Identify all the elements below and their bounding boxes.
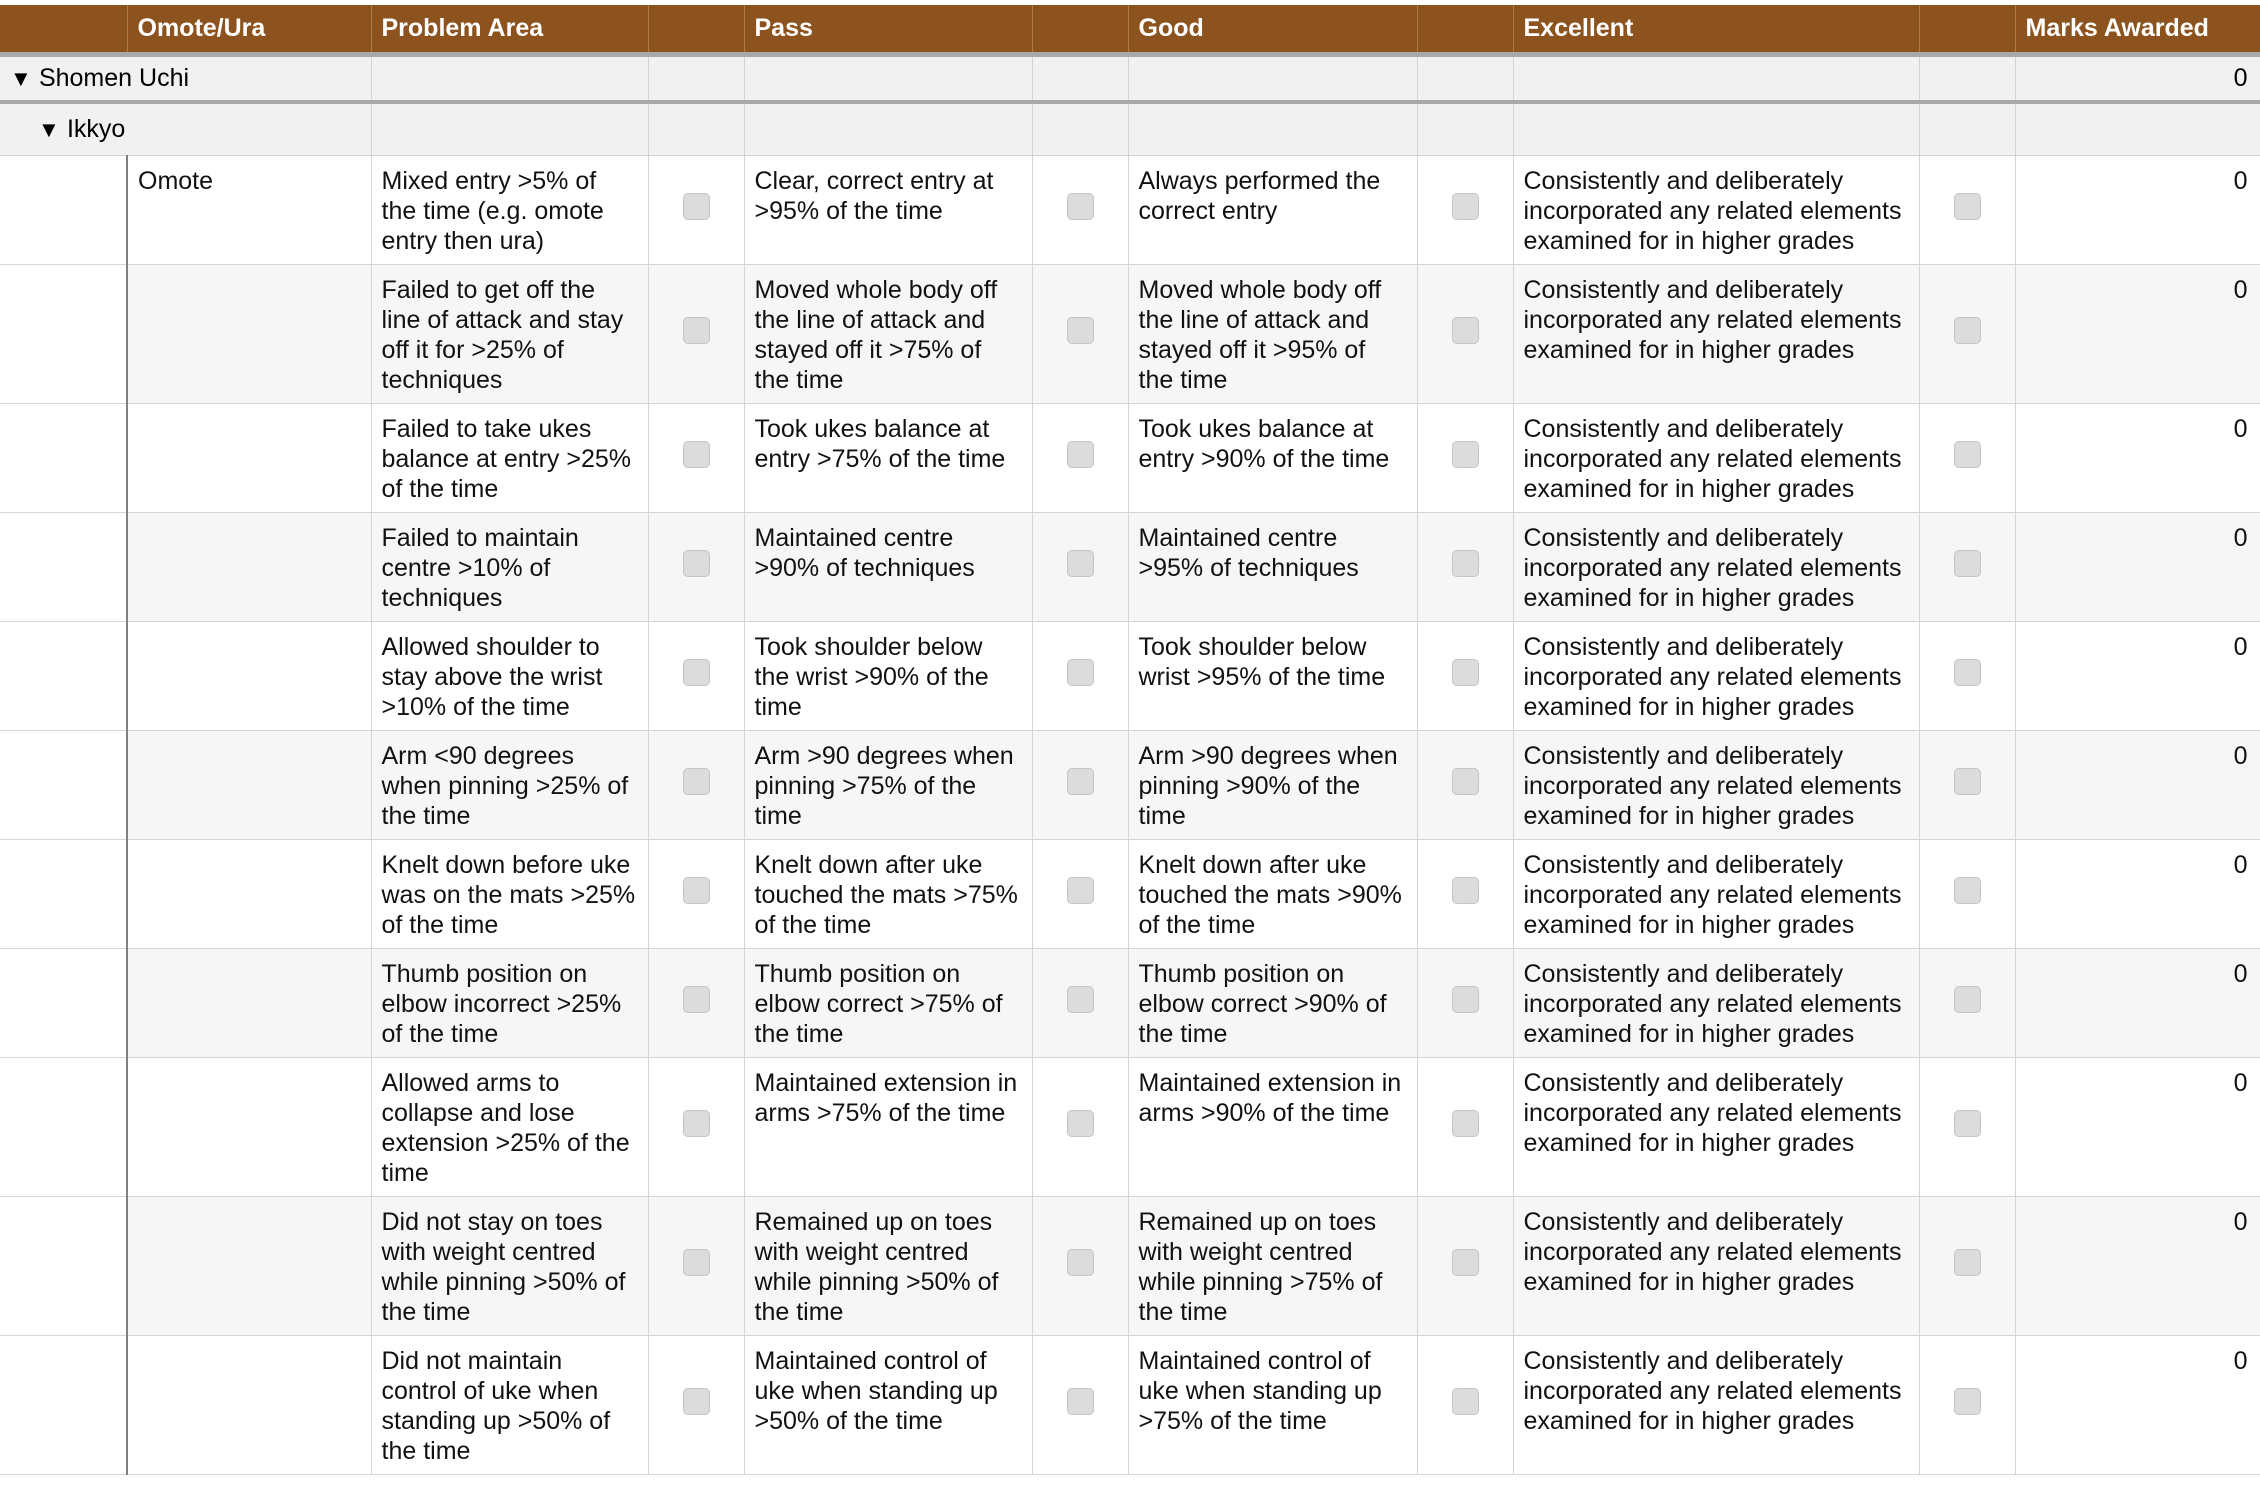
- group-row-ikkyo: [0, 102, 2260, 155]
- pass-cell[interactable]: Moved whole body off the line of attack and stayed off it >75% of the time: [744, 264, 1032, 403]
- pass-cell[interactable]: Clear, correct entry at >95% of the time: [744, 155, 1032, 264]
- checkbox[interactable]: [1452, 441, 1479, 468]
- checkbox[interactable]: [1954, 659, 1981, 686]
- checkbox[interactable]: [1067, 1388, 1094, 1415]
- good-checkbox[interactable]: [1417, 512, 1513, 621]
- omote-ura-cell[interactable]: [127, 264, 371, 403]
- problem-checkbox[interactable]: [648, 1335, 744, 1474]
- header-cell-blank[interactable]: [1919, 5, 2015, 54]
- marks-awarded-cell[interactable]: 0: [2015, 264, 2260, 403]
- excellent-checkbox[interactable]: [1919, 264, 2015, 403]
- table-row: [0, 1196, 2260, 1335]
- checkbox[interactable]: [683, 768, 710, 795]
- excellent-checkbox[interactable]: [1919, 403, 2015, 512]
- checkbox[interactable]: [1954, 1110, 1981, 1137]
- pass-cell[interactable]: Arm >90 degrees when pinning >75% of the time: [744, 730, 1032, 839]
- checkbox[interactable]: [683, 441, 710, 468]
- pass-checkbox[interactable]: [1032, 621, 1128, 730]
- problem-area-cell[interactable]: Failed to take ukes balance at entry >25% of the time: [371, 403, 648, 512]
- header-cell-blank[interactable]: [0, 5, 127, 54]
- checkbox[interactable]: [683, 193, 710, 220]
- checkbox[interactable]: [1067, 550, 1094, 577]
- omote-ura-cell[interactable]: [127, 621, 371, 730]
- problem-checkbox[interactable]: [648, 403, 744, 512]
- good-checkbox[interactable]: [1417, 1057, 1513, 1196]
- table-row: [0, 155, 2260, 264]
- checkbox[interactable]: [1067, 1249, 1094, 1276]
- group-cell: [648, 54, 744, 102]
- pass-cell[interactable]: Knelt down after uke touched the mats >75% of the time: [744, 839, 1032, 948]
- group-cell: [744, 54, 1032, 102]
- group-cell: [371, 54, 648, 102]
- good-cell[interactable]: Moved whole body off the line of attack and stayed off it >95% of the time: [1128, 264, 1417, 403]
- marks-awarded-cell[interactable]: 0: [2015, 403, 2260, 512]
- marks-awarded-cell[interactable]: 0: [2015, 1196, 2260, 1335]
- good-checkbox[interactable]: [1417, 730, 1513, 839]
- disclosure-triangle-icon[interactable]: ▼: [38, 116, 60, 142]
- marks-awarded-cell[interactable]: 0: [2015, 1335, 2260, 1474]
- header-row: [0, 5, 2260, 54]
- checkbox[interactable]: [1954, 550, 1981, 577]
- checkbox[interactable]: [1452, 768, 1479, 795]
- checkbox[interactable]: [1067, 441, 1094, 468]
- checkbox[interactable]: [683, 550, 710, 577]
- group-label-cell[interactable]: [0, 54, 371, 102]
- good-cell[interactable]: Maintained control of uke when standing up >75% of the time: [1128, 1335, 1417, 1474]
- group-cell: [744, 102, 1032, 155]
- excellent-checkbox[interactable]: [1919, 948, 2015, 1057]
- good-checkbox[interactable]: [1417, 264, 1513, 403]
- checkbox[interactable]: [1067, 986, 1094, 1013]
- header-pass[interactable]: Pass: [744, 5, 1032, 54]
- good-cell[interactable]: Remained up on toes with weight centred while pinning >75% of the time: [1128, 1196, 1417, 1335]
- problem-area-cell[interactable]: Knelt down before uke was on the mats >25% of the time: [371, 839, 648, 948]
- good-cell[interactable]: Always performed the correct entry: [1128, 155, 1417, 264]
- excellent-cell[interactable]: Consistently and deliberately incorporated any related elements examined for in higher grades: [1513, 1196, 1919, 1335]
- excellent-cell[interactable]: Consistently and deliberately incorporated any related elements examined for in higher grades: [1513, 948, 1919, 1057]
- group-row-shomen-uchi: [0, 54, 2260, 102]
- excellent-checkbox[interactable]: [1919, 730, 2015, 839]
- checkbox[interactable]: [1452, 317, 1479, 344]
- excellent-cell[interactable]: Consistently and deliberately incorporated any related elements examined for in higher grades: [1513, 403, 1919, 512]
- omote-ura-cell[interactable]: [127, 730, 371, 839]
- excellent-checkbox[interactable]: [1919, 155, 2015, 264]
- problem-checkbox[interactable]: [648, 621, 744, 730]
- problem-area-cell[interactable]: Allowed shoulder to stay above the wrist >10% of the time: [371, 621, 648, 730]
- checkbox[interactable]: [1954, 317, 1981, 344]
- row-blank-cell[interactable]: [0, 1196, 127, 1335]
- problem-checkbox[interactable]: [648, 1057, 744, 1196]
- problem-area-cell[interactable]: Failed to get off the line of attack and stay off it for >25% of techniques: [371, 264, 648, 403]
- table-row: [0, 948, 2260, 1057]
- problem-checkbox[interactable]: [648, 264, 744, 403]
- checkbox[interactable]: [1954, 193, 1981, 220]
- checkbox[interactable]: [1452, 1110, 1479, 1137]
- checkbox[interactable]: [1954, 1388, 1981, 1415]
- excellent-cell[interactable]: Consistently and deliberately incorporated any related elements examined for in higher grades: [1513, 512, 1919, 621]
- problem-checkbox[interactable]: [648, 155, 744, 264]
- group-total[interactable]: 0: [2015, 54, 2260, 102]
- table-row: [0, 264, 2260, 403]
- excellent-checkbox[interactable]: [1919, 1335, 2015, 1474]
- good-checkbox[interactable]: [1417, 839, 1513, 948]
- table-row: [0, 730, 2260, 839]
- row-blank-cell[interactable]: [0, 1335, 127, 1474]
- pass-cell[interactable]: Maintained control of uke when standing up >50% of the time: [744, 1335, 1032, 1474]
- row-blank-cell[interactable]: [0, 403, 127, 512]
- group-cell: [1919, 54, 2015, 102]
- marks-awarded-cell[interactable]: 0: [2015, 621, 2260, 730]
- problem-area-cell[interactable]: Arm <90 degrees when pinning >25% of the time: [371, 730, 648, 839]
- excellent-cell[interactable]: Consistently and deliberately incorporated any related elements examined for in higher grades: [1513, 1057, 1919, 1196]
- pass-cell[interactable]: Took shoulder below the wrist >90% of the time: [744, 621, 1032, 730]
- good-checkbox[interactable]: [1417, 1335, 1513, 1474]
- problem-area-cell[interactable]: Did not maintain control of uke when standing up >50% of the time: [371, 1335, 648, 1474]
- pass-checkbox[interactable]: [1032, 403, 1128, 512]
- checkbox[interactable]: [1954, 1249, 1981, 1276]
- excellent-cell[interactable]: Consistently and deliberately incorporated any related elements examined for in higher grades: [1513, 730, 1919, 839]
- table-row: [0, 1057, 2260, 1196]
- group-cell: [1919, 102, 2015, 155]
- pass-checkbox[interactable]: [1032, 948, 1128, 1057]
- excellent-cell[interactable]: Consistently and deliberately incorporated any related elements examined for in higher grades: [1513, 264, 1919, 403]
- checkbox[interactable]: [1452, 1388, 1479, 1415]
- pass-checkbox[interactable]: [1032, 1057, 1128, 1196]
- problem-area-cell[interactable]: Thumb position on elbow incorrect >25% of the time: [371, 948, 648, 1057]
- checkbox[interactable]: [1452, 877, 1479, 904]
- pass-checkbox[interactable]: [1032, 730, 1128, 839]
- good-checkbox[interactable]: [1417, 403, 1513, 512]
- checkbox[interactable]: [1067, 1110, 1094, 1137]
- good-cell[interactable]: Thumb position on elbow correct >90% of the time: [1128, 948, 1417, 1057]
- table-row: [0, 621, 2260, 730]
- checkbox[interactable]: [1452, 1249, 1479, 1276]
- good-cell[interactable]: Took ukes balance at entry >90% of the time: [1128, 403, 1417, 512]
- marks-awarded-cell[interactable]: 0: [2015, 730, 2260, 839]
- group-label: Shomen Uchi: [38, 63, 190, 92]
- checkbox[interactable]: [1067, 877, 1094, 904]
- row-blank-cell[interactable]: [0, 621, 127, 730]
- pass-checkbox[interactable]: [1032, 264, 1128, 403]
- disclosure-triangle-icon[interactable]: ▼: [10, 65, 32, 91]
- problem-area-cell[interactable]: Did not stay on toes with weight centred while pinning >50% of the time: [371, 1196, 648, 1335]
- excellent-checkbox[interactable]: [1919, 1057, 2015, 1196]
- grading-table: [0, 5, 2260, 1475]
- row-blank-cell[interactable]: [0, 948, 127, 1057]
- problem-checkbox[interactable]: [648, 948, 744, 1057]
- checkbox[interactable]: [683, 1249, 710, 1276]
- checkbox[interactable]: [1067, 193, 1094, 220]
- problem-area-cell[interactable]: Allowed arms to collapse and lose extension >25% of the time: [371, 1057, 648, 1196]
- checkbox[interactable]: [683, 659, 710, 686]
- problem-area-cell[interactable]: Failed to maintain centre >10% of techniques: [371, 512, 648, 621]
- header-cell-blank[interactable]: [648, 5, 744, 54]
- header-omote-ura[interactable]: Omote/Ura: [127, 5, 371, 54]
- group-cell: [648, 102, 744, 155]
- checkbox[interactable]: [683, 1110, 710, 1137]
- group-cell: [371, 102, 648, 155]
- good-cell[interactable]: Maintained extension in arms >90% of the time: [1128, 1057, 1417, 1196]
- row-blank-cell[interactable]: [0, 839, 127, 948]
- header-cell-blank[interactable]: [1032, 5, 1128, 54]
- pass-checkbox[interactable]: [1032, 512, 1128, 621]
- checkbox[interactable]: [1452, 193, 1479, 220]
- problem-checkbox[interactable]: [648, 839, 744, 948]
- omote-ura-cell[interactable]: [127, 1335, 371, 1474]
- problem-checkbox[interactable]: [648, 730, 744, 839]
- omote-ura-cell[interactable]: [127, 512, 371, 621]
- pass-checkbox[interactable]: [1032, 155, 1128, 264]
- row-blank-cell[interactable]: [0, 730, 127, 839]
- header-excellent[interactable]: Excellent: [1513, 5, 1919, 54]
- excellent-cell[interactable]: Consistently and deliberately incorporated any related elements examined for in higher grades: [1513, 621, 1919, 730]
- problem-checkbox[interactable]: [648, 512, 744, 621]
- group-cell: [1513, 54, 1919, 102]
- checkbox[interactable]: [683, 986, 710, 1013]
- pass-cell[interactable]: Thumb position on elbow correct >75% of the time: [744, 948, 1032, 1057]
- pass-cell[interactable]: Remained up on toes with weight centred while pinning >50% of the time: [744, 1196, 1032, 1335]
- problem-checkbox[interactable]: [648, 1196, 744, 1335]
- checkbox[interactable]: [1452, 659, 1479, 686]
- good-checkbox[interactable]: [1417, 948, 1513, 1057]
- row-blank-cell[interactable]: [0, 155, 127, 264]
- good-cell[interactable]: Maintained centre >95% of techniques: [1128, 512, 1417, 621]
- pass-checkbox[interactable]: [1032, 1196, 1128, 1335]
- checkbox[interactable]: [1452, 550, 1479, 577]
- omote-ura-cell[interactable]: Omote: [127, 155, 371, 264]
- group-cell: [2015, 102, 2260, 155]
- pass-cell[interactable]: Maintained extension in arms >75% of the time: [744, 1057, 1032, 1196]
- subgroup-label-cell[interactable]: [0, 102, 371, 155]
- checkbox[interactable]: [1954, 441, 1981, 468]
- marks-awarded-cell[interactable]: 0: [2015, 1057, 2260, 1196]
- good-checkbox[interactable]: [1417, 155, 1513, 264]
- checkbox[interactable]: [1067, 317, 1094, 344]
- omote-ura-cell[interactable]: [127, 403, 371, 512]
- pass-checkbox[interactable]: [1032, 1335, 1128, 1474]
- omote-ura-cell[interactable]: [127, 839, 371, 948]
- table-row: [0, 403, 2260, 512]
- group-cell: [1417, 102, 1513, 155]
- checkbox[interactable]: [683, 317, 710, 344]
- good-checkbox[interactable]: [1417, 621, 1513, 730]
- checkbox[interactable]: [1954, 986, 1981, 1013]
- good-cell[interactable]: Knelt down after uke touched the mats >90% of the time: [1128, 839, 1417, 948]
- header-problem-area[interactable]: Problem Area: [371, 5, 648, 54]
- marks-awarded-cell[interactable]: 0: [2015, 512, 2260, 621]
- excellent-checkbox[interactable]: [1919, 1196, 2015, 1335]
- good-cell[interactable]: Arm >90 degrees when pinning >90% of the time: [1128, 730, 1417, 839]
- row-blank-cell[interactable]: [0, 512, 127, 621]
- marks-awarded-cell[interactable]: 0: [2015, 839, 2260, 948]
- subgroup-label: Ikkyo: [66, 114, 126, 143]
- pass-checkbox[interactable]: [1032, 839, 1128, 948]
- table-row: [0, 512, 2260, 621]
- good-cell[interactable]: Took shoulder below wrist >95% of the time: [1128, 621, 1417, 730]
- group-cell: [1128, 54, 1417, 102]
- checkbox[interactable]: [683, 877, 710, 904]
- checkbox[interactable]: [1067, 768, 1094, 795]
- excellent-checkbox[interactable]: [1919, 621, 2015, 730]
- group-cell: [1128, 102, 1417, 155]
- pass-cell[interactable]: Maintained centre >90% of techniques: [744, 512, 1032, 621]
- excellent-cell[interactable]: Consistently and deliberately incorporated any related elements examined for in higher grades: [1513, 155, 1919, 264]
- omote-ura-cell[interactable]: [127, 948, 371, 1057]
- checkbox[interactable]: [1954, 768, 1981, 795]
- checkbox[interactable]: [683, 1388, 710, 1415]
- omote-ura-cell[interactable]: [127, 1057, 371, 1196]
- table-row: [0, 839, 2260, 948]
- group-cell: [1513, 102, 1919, 155]
- group-cell: [1032, 102, 1128, 155]
- checkbox[interactable]: [1954, 877, 1981, 904]
- excellent-checkbox[interactable]: [1919, 839, 2015, 948]
- table-row: [0, 1335, 2260, 1474]
- row-blank-cell[interactable]: [0, 264, 127, 403]
- excellent-checkbox[interactable]: [1919, 512, 2015, 621]
- header-good[interactable]: Good: [1128, 5, 1417, 54]
- header-cell-blank[interactable]: [1417, 5, 1513, 54]
- header-marks-awarded[interactable]: Marks Awarded: [2015, 5, 2260, 54]
- excellent-cell[interactable]: Consistently and deliberately incorporated any related elements examined for in higher grades: [1513, 1335, 1919, 1474]
- problem-area-cell[interactable]: Mixed entry >5% of the time (e.g. omote entry then ura): [371, 155, 648, 264]
- good-checkbox[interactable]: [1417, 1196, 1513, 1335]
- omote-ura-cell[interactable]: [127, 1196, 371, 1335]
- group-cell: [1417, 54, 1513, 102]
- checkbox[interactable]: [1452, 986, 1479, 1013]
- group-cell: [1032, 54, 1128, 102]
- excellent-cell[interactable]: Consistently and deliberately incorporated any related elements examined for in higher grades: [1513, 839, 1919, 948]
- row-blank-cell[interactable]: [0, 1057, 127, 1196]
- marks-awarded-cell[interactable]: 0: [2015, 155, 2260, 264]
- checkbox[interactable]: [1067, 659, 1094, 686]
- pass-cell[interactable]: Took ukes balance at entry >75% of the time: [744, 403, 1032, 512]
- marks-awarded-cell[interactable]: 0: [2015, 948, 2260, 1057]
